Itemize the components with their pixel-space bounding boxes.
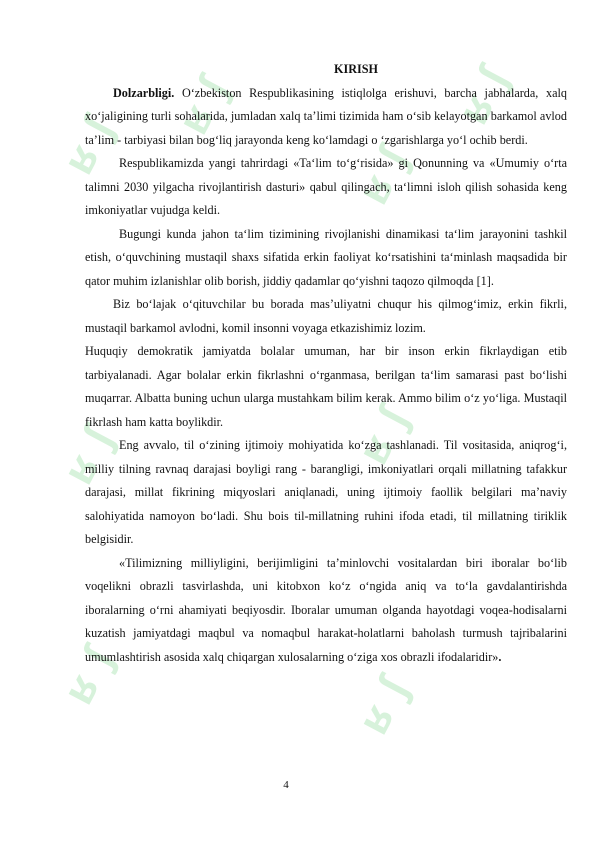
watermark-mark: ʁ ʃ: [53, 637, 125, 713]
page-number: 4: [283, 779, 289, 791]
paragraph-5: Huquqiy demokratik jamiyatda bolalar umuman, har bir inson erkin fikrlaydigan etib tarbiyalanadi. Agar bolalar erkin fikrlashni o‘rganmasa, berilgan ta‘lim samarasi past bo‘lishi muqarrar. Albatta buning uchun ularga mustahkam bilim kerak. Ammo bilim o‘z yo‘liga. Mustaqil fikrlash ham katta boylikdir.: [85, 344, 567, 429]
paragraph-6: Eng avvalo, til o‘zining ijtimoiy mohiyatida ko‘zga tashlanadi. Til vositasida, aniqrog‘i, milliy tilning ravnaq darajasi boyligi rang - barangligi, imkoniyatlari orqali millatning tafakkur darajasi, millat fikrining miqyoslari aniqlanadi, uning ijtimoiy faollik belgilari ma’naviy salohiyatida namoyon bo‘ladi. Shu bois til-millatning ruhini ifoda etadi, til millatning tiriklik belgisidir.: [85, 438, 567, 546]
watermark-mark: ʁ ʃ: [348, 137, 420, 213]
watermark-mark: ʁ ʃ: [348, 397, 420, 473]
watermark-mark: ʁ ʃ: [168, 67, 240, 143]
paragraph-7: [85, 552, 567, 670]
paragraph-7-end: .: [498, 649, 502, 664]
watermark-mark: ʁ ʃ: [53, 107, 125, 183]
dolzarbligi-label: Dolzarbligi.: [113, 85, 175, 100]
watermark-mark: ʁ ʃ: [53, 417, 125, 493]
document-body: [85, 58, 567, 669]
paragraph-7-text: «Tilimizning milliyligini, berijimligini ta’minlovchi vositalardan biri iboralar bo‘lib voqelikni obrazli tasvirlashda, uni kitobxon ko‘z o‘ngida aniq va to‘la gavdalantirishda iboralarning o‘rni ahamiyati beqiyosdir. Iboralar umuman olganda hayotdagi voqea-hodisalarni kuzatish jamiyatdagi maqbul va nomaqbul harakat-holatlarni baholash turmush tajribalarini umumlashtirish asosida xalq chiqargan xulosalarning o‘ziga xos obrazli ifodalaridir»: [85, 555, 567, 664]
paragraph-3: Bugungi kunda jahon ta‘lim tizimining rivojlanishi dinamikasi ta‘lim jarayonini tashkil etish, o‘quvchining mustaqil shaxs sifatida erkin faoliyat ko‘rsatishini ta‘minlash maqsadida bir qator muhim izlanishlar olib borish, jiddiy qadamlar qo‘yishni taqozo qilmoqda [1].: [85, 226, 567, 288]
paragraph-1: [85, 82, 567, 153]
page-title: KIRISH: [333, 62, 379, 76]
watermark-mark: ʁ ʃ: [348, 667, 420, 743]
paragraph-4: Biz bo‘lajak o‘qituvchilar bu borada mas’uliyatni chuqur his qilmog‘imiz, erkin fikrli, mustaqil barkamol avlodni, komil insonni voyaga etkazishimiz lozim.: [85, 297, 567, 335]
paragraph-2: Respublikamizda yangi tahrirdagi «Ta‘lim to‘g‘risida» gi Qonunning va «Umumiy o‘rta talimni 2030 yilgacha rivojlantirish dasturi» qabul qilingach, ta‘limni isloh qilish sohasida keng imkoniyatlar vujudga keldi.: [85, 156, 567, 217]
watermark-mark: ʁ ʃ: [448, 57, 520, 133]
paragraph-1-text: O‘zbekiston Respublikasining istiqlolga erishuvi, barcha jabhalarda, xalq xo‘jaligining turli sohalarida, jumladan xalq ta’limi tizimida ham o‘sib kelayotgan barkamol avlod ta’lim - tarbiyasi bilan bog‘liq jarayonda keng ko‘lamdagi o ‘zgarishlarga yo‘l ochib berdi.: [85, 85, 567, 147]
